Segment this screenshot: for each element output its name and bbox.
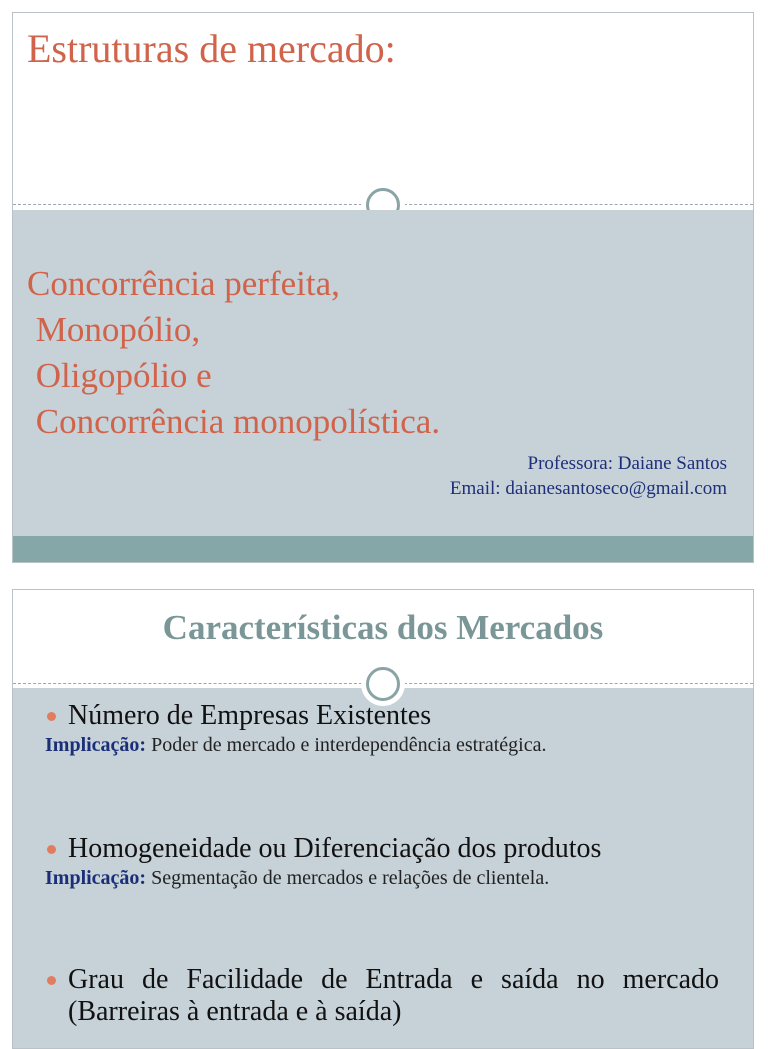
topic-item: Concorrência perfeita, — [27, 264, 340, 303]
professor-email: Email: daianesantoseco@gmail.com — [449, 478, 727, 499]
topic-item: Concorrência monopolística. — [27, 402, 441, 441]
slide-1-title: Estruturas de mercado: — [27, 26, 396, 71]
topic-item: Monopólio, — [27, 310, 201, 349]
professor-name: Professora: Daiane Santos — [527, 453, 727, 474]
implication-label: Implicação: — [45, 734, 147, 756]
implication-line — [45, 867, 719, 890]
implication-text: Segmentação de mercados e relações de clientela. — [151, 867, 550, 889]
slide-1-footer-band — [13, 536, 753, 562]
characteristic-item — [47, 700, 719, 757]
slide-1-title-area — [13, 13, 753, 206]
implication-text: Poder de mercado e interdependência estratégica. — [151, 734, 547, 756]
slide-1 — [12, 12, 754, 563]
author-credits — [450, 451, 727, 501]
market-structure-list — [27, 261, 440, 445]
bullet-icon — [47, 976, 56, 985]
topic-item: Oligopólio e — [27, 356, 212, 395]
characteristic-heading: Número de Empresas Existentes — [68, 700, 432, 731]
characteristic-item — [47, 833, 719, 890]
slide-2 — [12, 589, 754, 1049]
slide-2-title: Características dos Mercados — [162, 608, 604, 647]
implication-label: Implicação: — [45, 867, 147, 889]
characteristic-heading: Grau de Facilidade de Entrada e saída no mercado (Barreiras à entrada e à saída) — [68, 964, 719, 1027]
characteristic-heading: Homogeneidade ou Diferenciação dos produtos — [68, 833, 602, 864]
bullet-icon — [47, 712, 56, 721]
implication-line — [45, 734, 719, 757]
characteristic-item — [47, 964, 719, 1028]
bullet-icon — [47, 845, 56, 854]
